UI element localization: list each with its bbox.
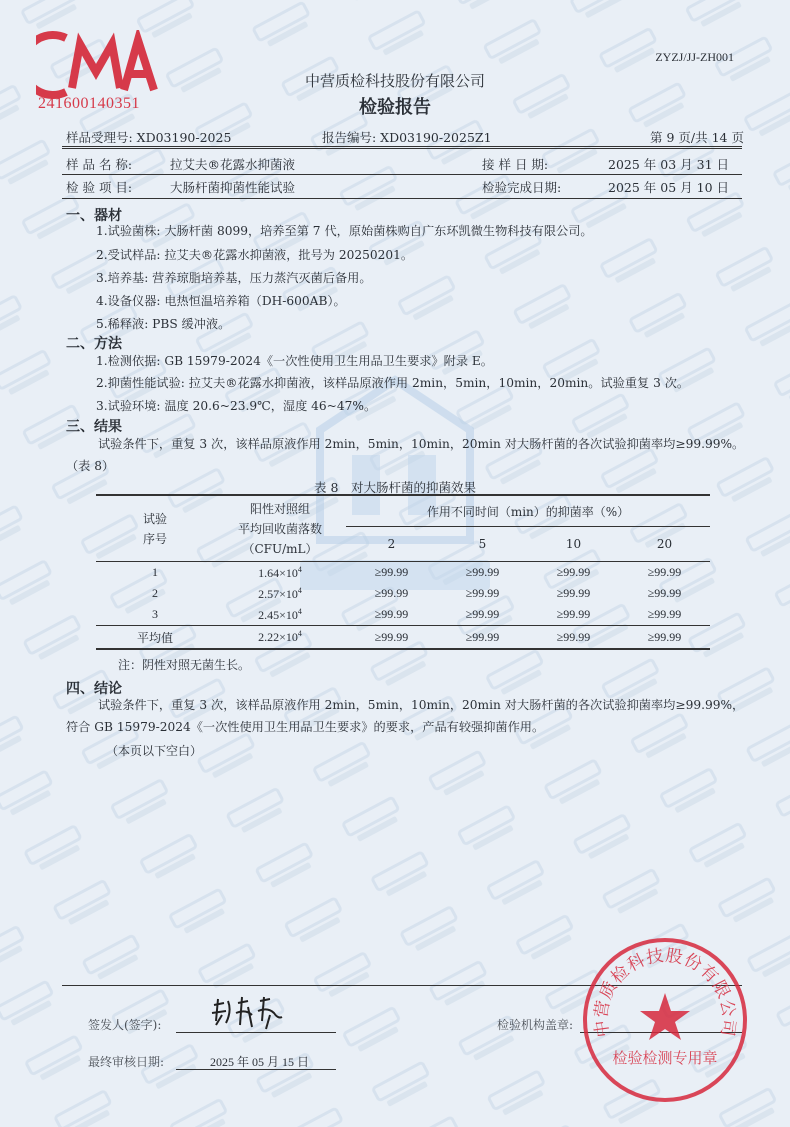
equipment-item: 2.受试样品: 拉艾夫®花露水抑菌液，批号为 20250201。 [96, 248, 414, 262]
table-row [96, 583, 710, 604]
page-indicator: 第 9 页/共 14 页 [650, 130, 744, 145]
document-code: ZYZJ/JJ-ZH001 [655, 50, 734, 64]
seal-label: 检验机构盖章: [497, 1018, 574, 1032]
receive-date-label: 接 样 日 期: [482, 157, 549, 172]
report-title: 检验报告 [359, 97, 431, 118]
official-seal [580, 935, 750, 1105]
row-control [214, 626, 346, 650]
header-divider [62, 146, 742, 149]
receive-date: 2025 年 03 月 31 日 [608, 157, 729, 172]
completion-date-label: 检验完成日期: [482, 180, 562, 195]
header-time-value: 5 [478, 537, 487, 551]
row-control [214, 562, 346, 584]
method-item: 2.抑菌性能试验: 拉艾夫®花露水抑菌液，该样品原液作用 2min，5min，10min，20min。试验重复 3 次。 [96, 376, 690, 390]
signature [208, 995, 288, 1035]
rate-cell: ≥99.99 [556, 586, 591, 600]
review-date-label: 最终审核日期: [88, 1055, 165, 1069]
header-time: 作用不同时间（min）的抑菌率（%） [346, 495, 710, 527]
row-seq: 平均值 [136, 630, 173, 645]
info-divider [62, 174, 742, 175]
rate-cell: ≥99.99 [647, 565, 682, 579]
row-control [214, 583, 346, 604]
control-exp: 4 [297, 564, 302, 574]
row-seq: 1 [152, 565, 158, 579]
equipment-item: 3.培养基: 营养琼脂培养基，压力蒸汽灭菌后备用。 [96, 271, 372, 285]
rate-cell: ≥99.99 [556, 565, 591, 579]
equipment-item: 4.设备仪器: 电热恒温培养箱（DH-600AB）。 [96, 294, 346, 308]
rate-cell: ≥99.99 [647, 629, 682, 644]
rate-cell: ≥99.99 [374, 586, 409, 600]
control-base: 2.22×10 [258, 630, 298, 644]
row-seq: 3 [152, 607, 158, 621]
section-result-title: 三、结果 [66, 419, 122, 435]
test-item-label: 检 验 项 目: [66, 180, 133, 195]
sample-name-label: 样 品 名 称: [66, 157, 133, 172]
section-conclusion-title: 四、结论 [66, 681, 122, 697]
method-item: 1.检测依据: GB 15979-2024《一次性使用卫生用品卫生要求》附录 E。 [96, 354, 493, 368]
signer-label: 签发人(签字): [88, 1018, 162, 1032]
control-base: 2.45×10 [258, 607, 298, 622]
method-item: 3.试验环境: 温度 20.6~23.9℃，湿度 46~47%。 [96, 399, 377, 413]
control-base: 1.64×10 [258, 565, 298, 580]
conclusion-paragraph: 试验条件下，重复 3 次，该样品原液作用 2min，5min，10min，20min 对大肠杆菌的各次试验抑菌率均≥99.99%，符合 GB 15979-2024《一次性使用卫生用品卫生要求》的要求，产品有较强抑菌作用。 [66, 698, 745, 734]
result-table [96, 494, 710, 650]
sample-name: 拉艾夫®花露水抑菌液 [170, 157, 296, 172]
rate-cell: ≥99.99 [465, 586, 500, 600]
header-time-value: 20 [656, 537, 673, 551]
cma-number: 241600140351 [38, 95, 140, 112]
row-control [214, 604, 346, 626]
rate-cell: ≥99.99 [465, 607, 500, 621]
seal-text: 检验检测专用章 [612, 1049, 718, 1067]
seal-company: 中营质检科技股份有限公司 [591, 945, 739, 1039]
header-time-value: 10 [565, 537, 582, 551]
table-row-average [96, 626, 710, 650]
row-seq: 2 [152, 586, 158, 600]
header-time-value: 2 [387, 537, 396, 551]
rate-cell: ≥99.99 [647, 586, 682, 600]
rate-cell: ≥99.99 [374, 629, 409, 644]
control-exp: 4 [297, 585, 302, 595]
table-row [96, 562, 710, 584]
date-line [176, 1069, 336, 1070]
sample-acceptance-number: 样品受理号: XD03190-2025 [66, 130, 232, 145]
control-exp: 4 [297, 629, 302, 638]
result-paragraph: 试验条件下，重复 3 次，该样品原液作用 2min，5min，10min，20min 对大肠杆菌的各次试验抑菌率均≥99.99%。（表 8） [66, 437, 745, 473]
completion-date: 2025 年 05 月 10 日 [608, 180, 729, 195]
seal-star-icon [640, 993, 690, 1040]
rate-cell: ≥99.99 [465, 565, 500, 579]
header-seq: 试验 序号 [142, 511, 167, 546]
rate-cell: ≥99.99 [647, 607, 682, 621]
info-bottom-divider [62, 198, 742, 199]
equipment-item: 5.稀释液: PBS 缓冲液。 [96, 317, 231, 331]
company-name: 中营质检科技股份有限公司 [304, 72, 485, 90]
rate-cell: ≥99.99 [465, 629, 500, 644]
header-control: 阳性对照组 平均回收菌落数 （CFU/mL） [237, 501, 322, 556]
rate-cell: ≥99.99 [556, 629, 591, 644]
table-note: 注：阴性对照无菌生长。 [118, 658, 251, 672]
report-number: 报告编号: XD03190-2025Z1 [322, 130, 492, 145]
equipment-item: 1.试验菌株: 大肠杆菌 8099，培养至第 7 代，原始菌株购自广东环凯微生物科技有限公司。 [96, 224, 593, 238]
rate-cell: ≥99.99 [374, 607, 409, 621]
blank-note: （本页以下空白） [106, 744, 203, 758]
table-caption: 表 8 对大肠杆菌的抑菌效果 [314, 480, 476, 495]
rate-cell: ≥99.99 [556, 607, 591, 621]
section-equipment-title: 一、器材 [66, 208, 122, 224]
test-item: 大肠杆菌抑菌性能试验 [170, 180, 296, 195]
control-exp: 4 [297, 606, 302, 616]
section-method-title: 二、方法 [66, 336, 122, 352]
table-row [96, 604, 710, 626]
rate-cell: ≥99.99 [374, 565, 409, 579]
review-date: 2025 年 05 月 15 日 [210, 1055, 310, 1069]
control-base: 2.57×10 [258, 586, 298, 601]
